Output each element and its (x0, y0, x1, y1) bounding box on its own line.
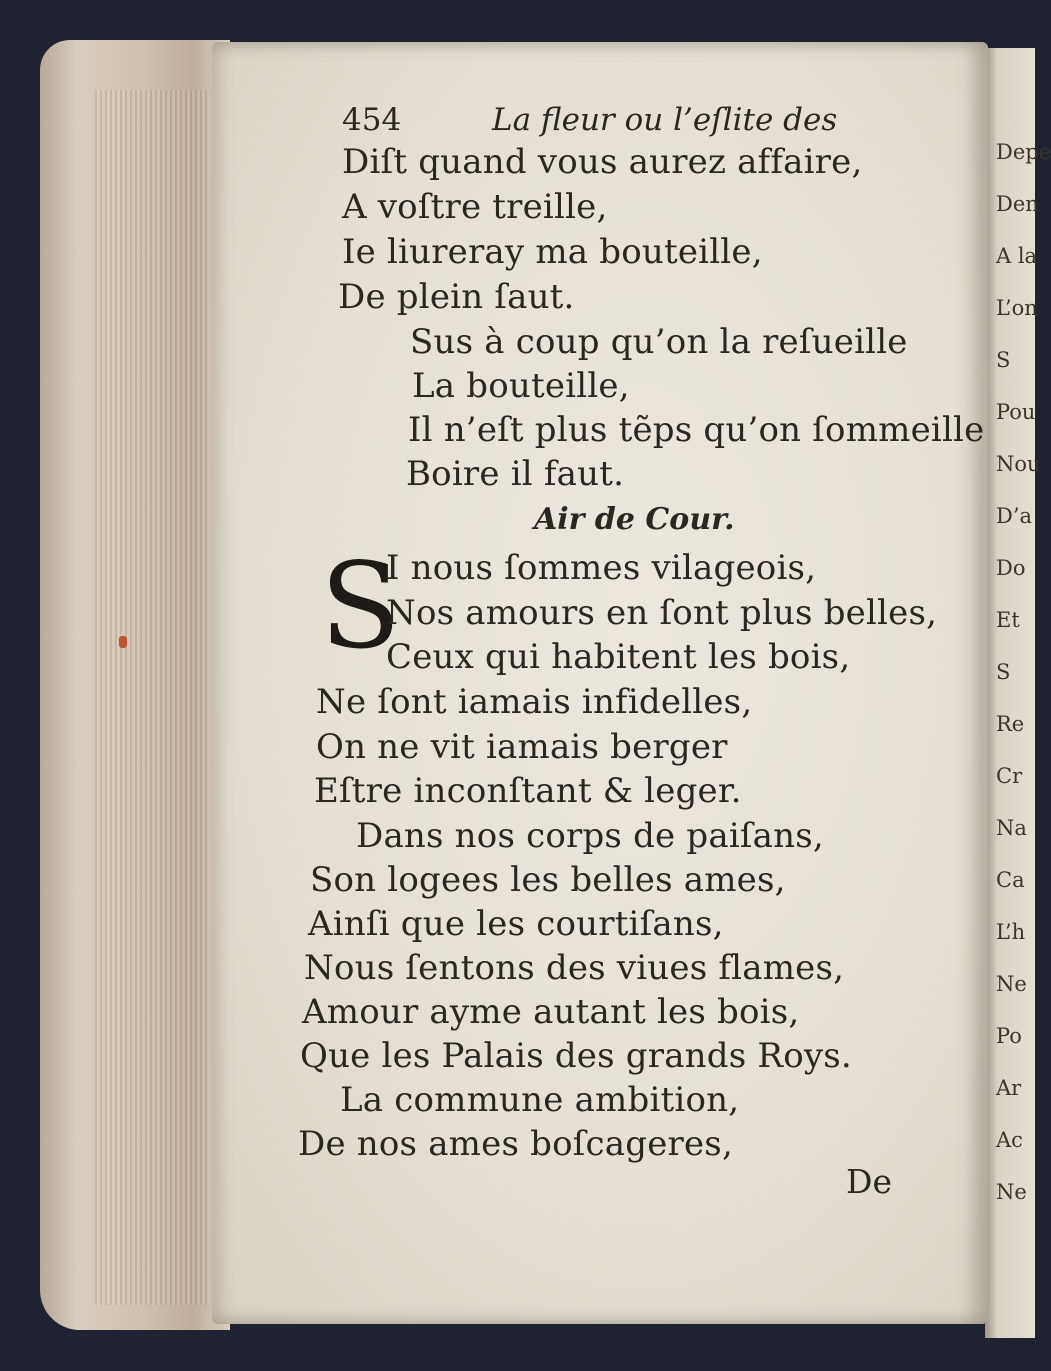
facing-fragment: Do (996, 556, 1026, 580)
verse-line: Amour ayme autant les bois, (302, 992, 800, 1032)
verse-line: Boire il faut. (406, 454, 625, 494)
facing-fragment: Depe (996, 140, 1051, 164)
facing-fragment: S (996, 348, 1011, 372)
catchword: De (846, 1162, 892, 1201)
verse-line: A voſtre treille, (342, 187, 608, 227)
verse-line: La commune ambition, (340, 1080, 740, 1120)
facing-fragment: A la (996, 244, 1038, 268)
facing-fragment: Re (996, 712, 1025, 736)
facing-fragment: Ac (996, 1128, 1023, 1152)
verse-line: Dans nos corps de paiſans, (356, 816, 824, 856)
facing-fragment: Pou (996, 400, 1036, 424)
verse-line: De nos ames boſcageres, (298, 1124, 733, 1164)
verse-line: Que les Palais des grands Roys. (300, 1036, 852, 1076)
facing-fragment: Ca (996, 868, 1025, 892)
facing-fragment: Po (996, 1024, 1022, 1048)
facing-fragment: Cr (996, 764, 1023, 788)
verse-line: Eſtre inconſtant & leger. (314, 771, 742, 811)
verse-line: Ne ſont iamais infidelles, (316, 682, 753, 722)
facing-fragment: Na (996, 816, 1027, 840)
verse-line: Nos amours en ſont plus belles, (386, 593, 938, 633)
verse-line: I nous ſommes vilageois, (386, 548, 817, 588)
section-title: Air de Cour. (534, 502, 735, 537)
running-title: La fleur ou l’eſlite des (492, 102, 838, 138)
verse-line: Diſt quand vous aurez affaire, (342, 142, 863, 182)
facing-fragment: Ne (996, 1180, 1027, 1204)
verse-line: Il n’eſt plus tẽps qu’on ſommeille (408, 410, 985, 450)
verse-line: Sus à coup qu’on la reſueille (410, 322, 908, 362)
verse-line: Son logees les belles ames, (310, 860, 786, 900)
verse-line: Ceux qui habitent les bois, (386, 637, 851, 677)
facing-fragment: Den (996, 192, 1039, 216)
verse-line: Ie liureray ma bouteille, (342, 232, 763, 272)
facing-fragment: S (996, 660, 1011, 684)
verse-line: La bouteille, (412, 366, 630, 406)
facing-fragment: Et (996, 608, 1020, 632)
verse-line: De plein ſaut. (338, 277, 575, 317)
facing-fragment: Ar (996, 1076, 1022, 1100)
facing-page-text (996, 140, 1051, 1232)
red-ink-mark (119, 636, 127, 648)
page-number: 454 (342, 102, 402, 138)
verse-line: Ainſi que les courtiſans, (308, 904, 724, 944)
facing-fragment: Ne (996, 972, 1027, 996)
page-edges (95, 90, 210, 1305)
verse-line: On ne vit iamais berger (316, 727, 728, 767)
facing-fragment: Nou (996, 452, 1041, 476)
facing-fragment: L’h (996, 920, 1026, 944)
verse-line: Nous ſentons des viues flames, (304, 948, 845, 988)
facing-fragment: L’on (996, 296, 1038, 320)
facing-fragment: D’a (996, 504, 1033, 528)
drop-cap: S (320, 537, 401, 675)
